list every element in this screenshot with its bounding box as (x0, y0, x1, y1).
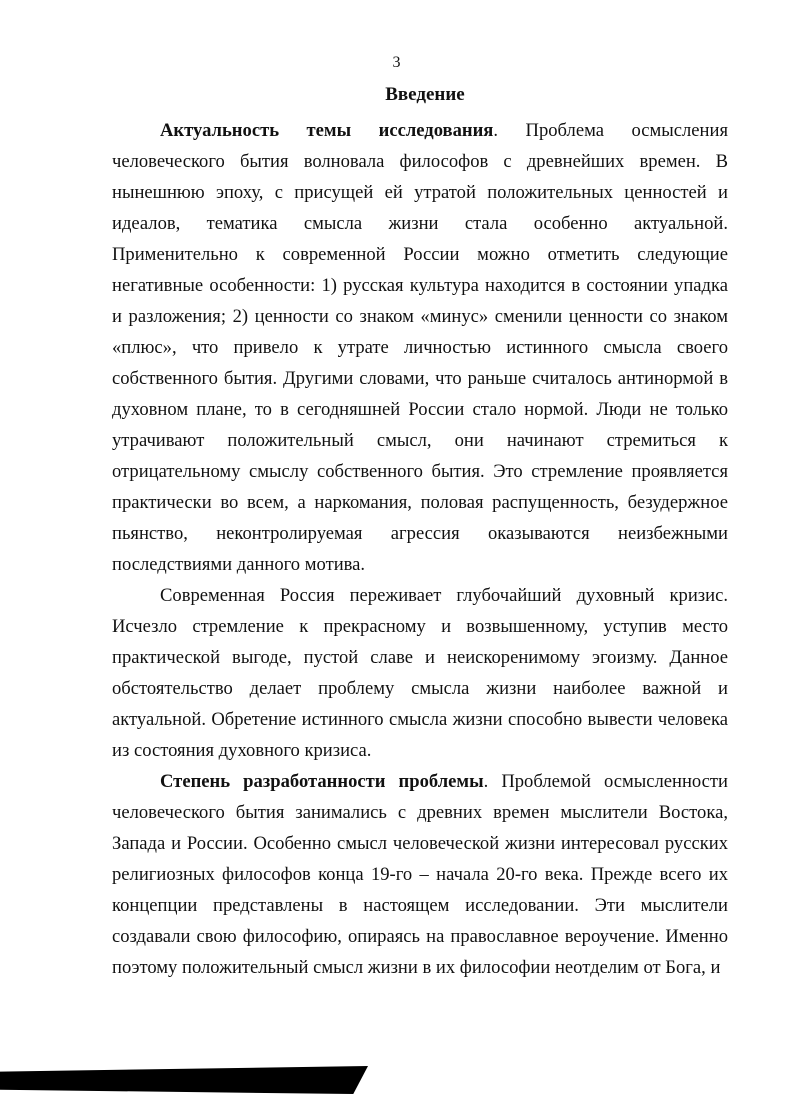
paragraph-development (112, 766, 728, 983)
paragraph-text: . Проблемой осмысленности человеческого бытия занимались с древних времен мыслители Востока, Запада и России. Особенно смысл человеческой жизни интересовал русских религиозных философов конца 19-го – начала 20-го века. Прежде всего их концепции представлены в настоящем исследовании. Эти мыслители создавали свою философию, опираясь на православное вероучение. Именно поэтому положительный смысл жизни в их философии неотделим от Бога, и (112, 771, 729, 978)
paragraph-lead: Актуальность темы исследования (160, 120, 494, 141)
paragraph-relevance (112, 115, 728, 580)
page-number: 3 (392, 54, 401, 71)
scan-edge-mark (0, 1066, 368, 1094)
paragraph-text: Современная Россия переживает глубочайший духовный кризис. Исчезло стремление к прекрасному и возвышенному, уступив место практической выгоде, пустой славе и неискоренимому эгоизму. Данное обстоятельство делает проблему смысла жизни наиболее важной и актуальной. Обретение истинного смысла жизни способно вывести человека из состояния духовного кризиса. (112, 585, 728, 761)
body-text (112, 115, 728, 983)
paragraph-text: . Проблема осмысления человеческого бытия волновала философов с древнейших времен. В нынешнюю эпоху, с присущей ей утратой положительных ценностей и идеалов, тематика смысла жизни стала особенно актуальной. Применительно к современной России можно отметить следующие негативные особенности: 1) русская культура находится в состоянии упадка и разложения; 2) ценности со знаком «минус» сменили ценности со знаком «плюс», что привело к утрате личностью истинного смысла своего собственного бытия. Другими словами, что раньше считалось антинормой в духовном плане, то в сегодняшней России стало нормой. Люди не только утрачивают положительный смысл, они начинают стремиться к отрицательному смыслу собственного бытия. Это стремление проявляется практически во всем, а наркомания, половая распущенность, безудержное пьянство, неконтролируемая агрессия оказываются неизбежными последствиями данного мотива. (112, 120, 728, 575)
paragraph-crisis (112, 580, 728, 766)
section-title: Введение (385, 84, 465, 105)
paragraph-lead: Степень разработанности проблемы (160, 771, 484, 792)
